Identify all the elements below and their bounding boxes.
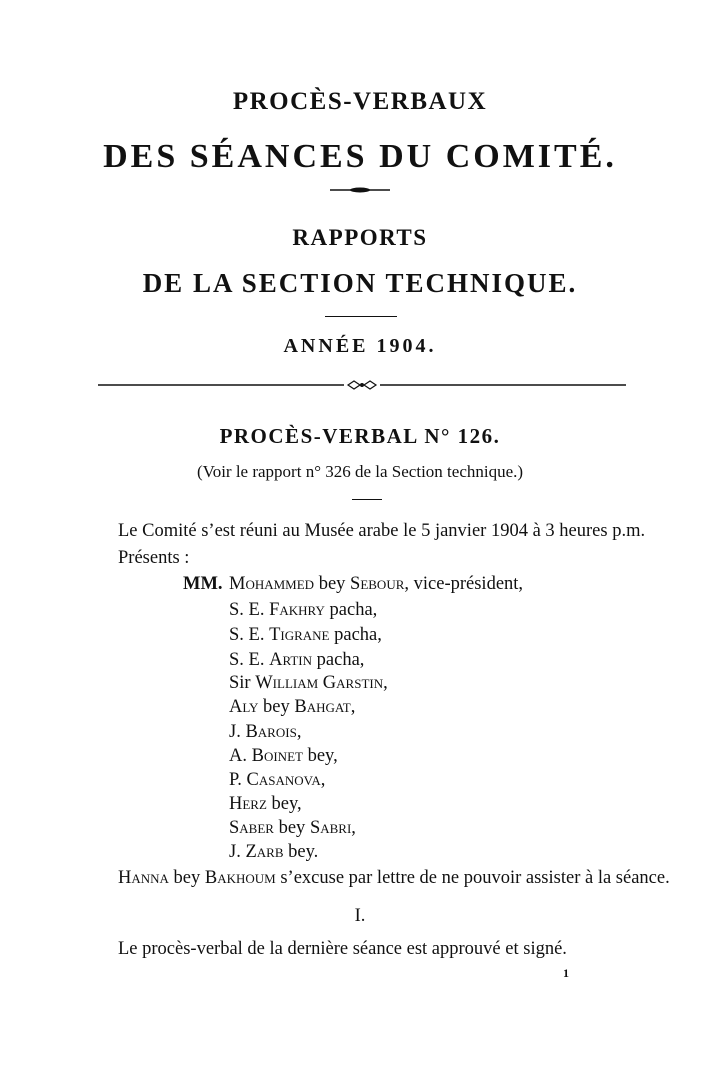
attendee-line: A. Boinet bey, (229, 746, 338, 766)
attendee-line: Mohammed bey Sebour, vice-président, (229, 574, 524, 594)
page-number: 1 (563, 966, 569, 980)
title-line-2: DES SÉANCES DU COMITÉ. (103, 138, 617, 175)
attendee-line: Aly bey Bahgat, (229, 697, 356, 717)
title-line-1: PROCÈS-VERBAUX (232, 88, 488, 115)
divider-rule-2 (352, 499, 382, 500)
attendee-line: J. Zarb bey. (229, 842, 319, 862)
minutes-title: PROCÈS-VERBAL N° 126. (219, 424, 501, 448)
year-heading: ANNÉE 1904. (283, 335, 437, 357)
excuse-sentence: Hanna bey Bakhoum s’excuse par lettre de ne pouvoir assister à la séance. (118, 868, 670, 888)
title-line-3: RAPPORTS (292, 225, 428, 250)
attendee-line: Herz bey, (229, 794, 302, 814)
section-number: I. (354, 906, 366, 926)
attendee-line: P. Casanova, (229, 770, 326, 790)
title-line-4: DE LA SECTION TECHNIQUE. (142, 268, 578, 298)
opening-sentence: Le Comité s’est réuni au Musée arabe le 5 janvier 1904 à 3 heures p.m. (118, 521, 646, 541)
divider-rule-1 (325, 316, 397, 317)
attendee-line: S. E. Artin pacha, (229, 650, 365, 670)
attendee-line: S. E. Tigrane pacha, (229, 625, 382, 645)
present-label: Présents : (118, 548, 190, 568)
mm-label: MM. (183, 574, 223, 594)
attendee-line: Saber bey Sabri, (229, 818, 356, 838)
ornament-divider-1 (330, 186, 390, 194)
ornament-divider-2 (98, 379, 626, 391)
attendee-line: Sir William Garstin, (229, 673, 388, 693)
approval-sentence: Le procès-verbal de la dernière séance est approuvé et signé. (118, 939, 567, 959)
report-reference-note: (Voir le rapport n° 326 de la Section technique.) (196, 462, 524, 481)
attendee-line: S. E. Fakhry pacha, (229, 600, 378, 620)
attendee-line: J. Barois, (229, 722, 302, 742)
